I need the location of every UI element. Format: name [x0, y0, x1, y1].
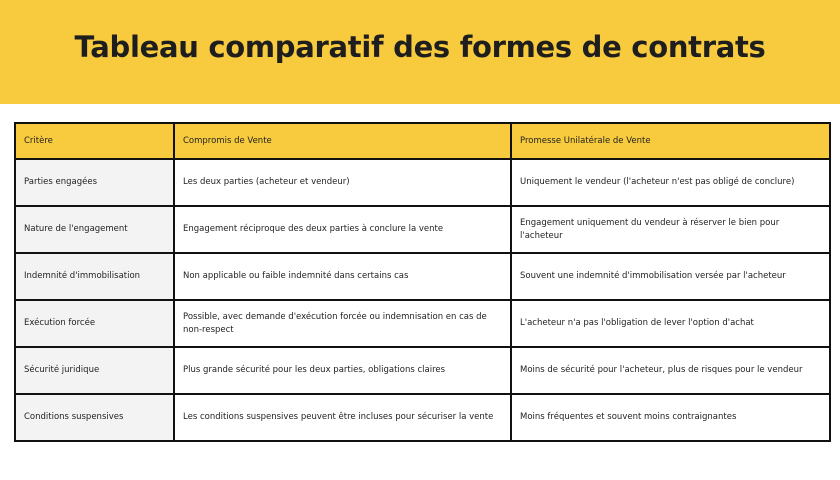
compromis-cell: Possible, avec demande d'exécution forcée ou indemnisation en cas de non-respect [174, 300, 511, 347]
promesse-cell: Moins fréquentes et souvent moins contraignantes [511, 394, 830, 441]
criterion-cell: Sécurité juridique [15, 347, 174, 394]
criterion-cell: Conditions suspensives [15, 394, 174, 441]
promesse-cell: Moins de sécurité pour l'acheteur, plus de risques pour le vendeur [511, 347, 830, 394]
header-criterion: Critère [15, 123, 174, 159]
promesse-cell: Engagement uniquement du vendeur à réserver le bien pour l'acheteur [511, 206, 830, 253]
table-row [15, 300, 830, 347]
promesse-cell: Souvent une indemnité d'immobilisation versée par l'acheteur [511, 253, 830, 300]
table-row [15, 206, 830, 253]
compromis-cell: Les deux parties (acheteur et vendeur) [174, 159, 511, 206]
criterion-cell: Nature de l'engagement [15, 206, 174, 253]
header-compromis: Compromis de Vente [174, 123, 511, 159]
table-row [15, 347, 830, 394]
header-promesse: Promesse Unilatérale de Vente [511, 123, 830, 159]
criterion-cell: Parties engagées [15, 159, 174, 206]
compromis-cell: Les conditions suspensives peuvent être incluses pour sécuriser la vente [174, 394, 511, 441]
comparison-table [14, 122, 831, 442]
compromis-cell: Plus grande sécurité pour les deux parties, obligations claires [174, 347, 511, 394]
promesse-cell: L'acheteur n'a pas l'obligation de lever l'option d'achat [511, 300, 830, 347]
criterion-cell: Indemnité d'immobilisation [15, 253, 174, 300]
promesse-cell: Uniquement le vendeur (l'acheteur n'est pas obligé de conclure) [511, 159, 830, 206]
table-row [15, 394, 830, 441]
compromis-cell: Engagement réciproque des deux parties à conclure la vente [174, 206, 511, 253]
criterion-cell: Exécution forcée [15, 300, 174, 347]
page-title: Tableau comparatif des formes de contrats [74, 30, 766, 64]
table-header-row [15, 123, 830, 159]
compromis-cell: Non applicable ou faible indemnité dans certains cas [174, 253, 511, 300]
table-row [15, 159, 830, 206]
table-row [15, 253, 830, 300]
